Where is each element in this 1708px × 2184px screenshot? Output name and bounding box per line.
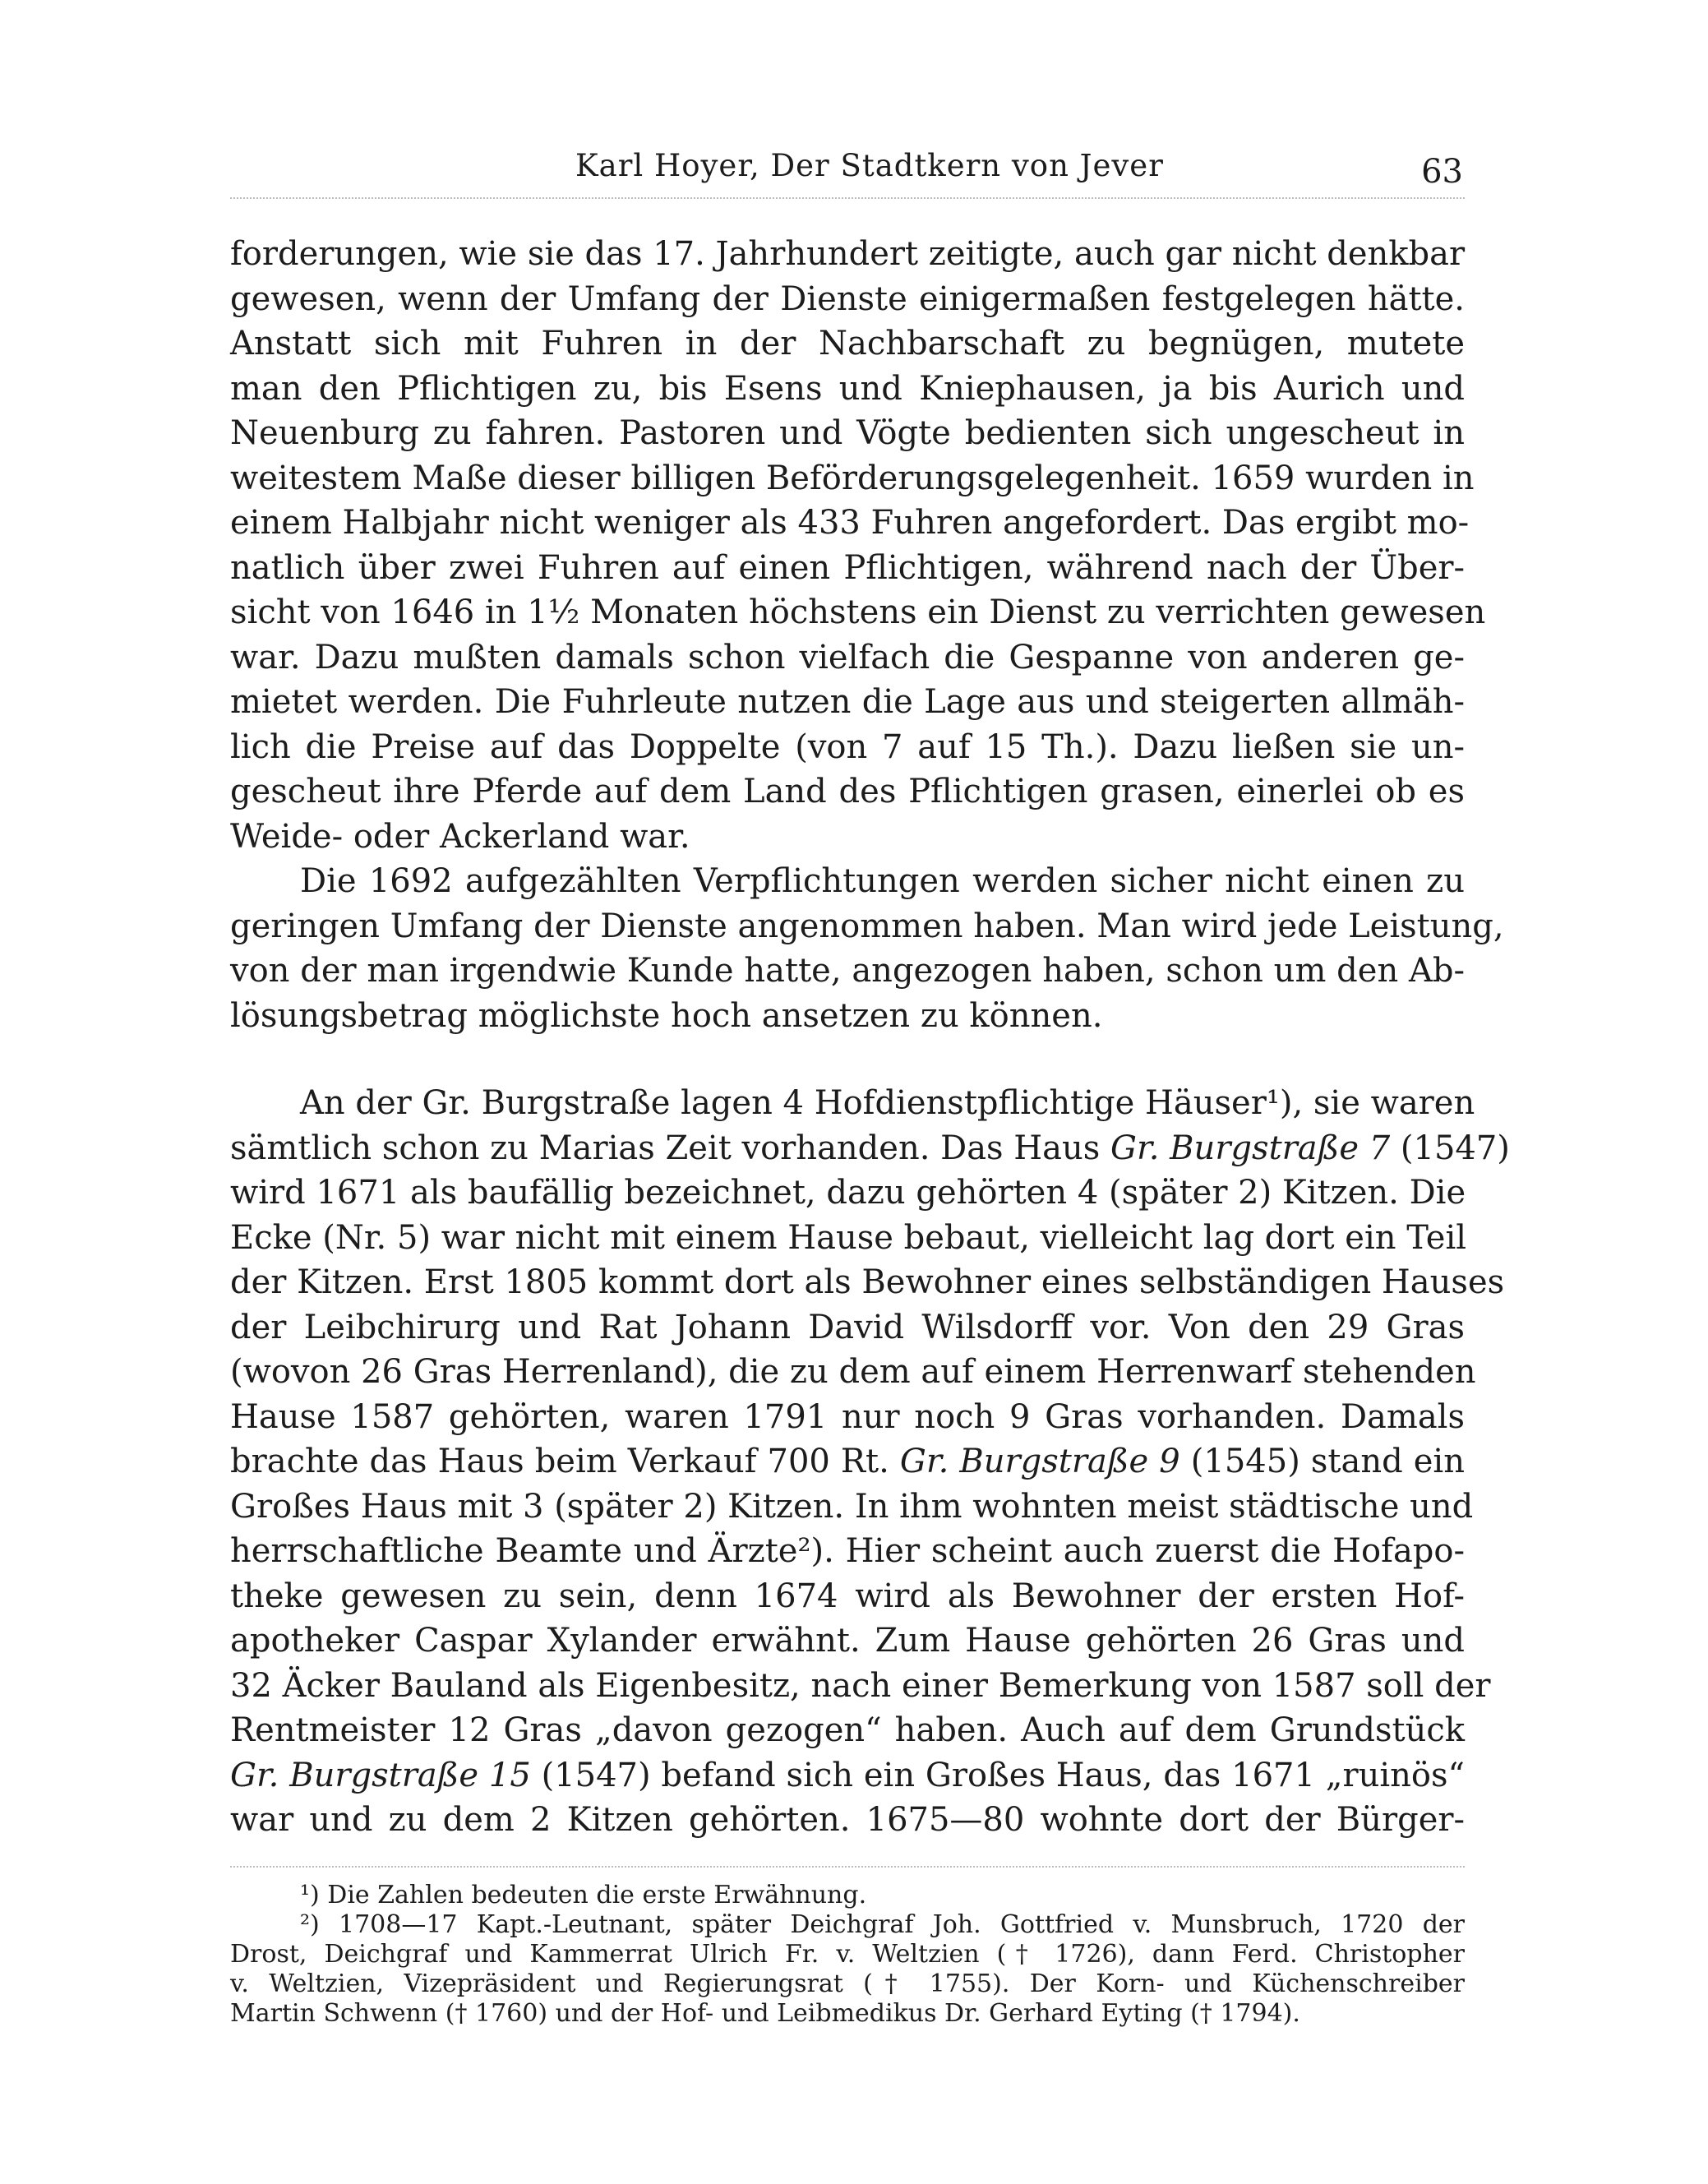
text-line: apotheker Caspar Xylander erwähnt. Zum Hause gehörten 26 Gras und bbox=[230, 1622, 1465, 1660]
text-line: weitestem Maße dieser billigen Beförderungsgelegenheit. 1659 wurden in bbox=[230, 459, 1475, 497]
text-line: Großes Haus mit 3 (später 2) Kitzen. In ihm wohnten meist städtische und bbox=[230, 1487, 1474, 1526]
text-line: forderungen, wie sie das 17. Jahrhundert zeitigte, auch gar nicht denkbar bbox=[230, 235, 1466, 273]
text-line: war. Dazu mußten damals schon vielfach die Gespanne von anderen ge- bbox=[230, 638, 1465, 676]
paragraph-2 bbox=[230, 859, 1504, 1038]
text-line: (wovon 26 Gras Herrenland), die zu dem auf einem Herrenwarf stehenden bbox=[230, 1353, 1476, 1391]
text-line: man den Pflichtigen zu, bis Esens und Kniephausen, ja bis Aurich und bbox=[230, 369, 1465, 408]
text-line: wird 1671 als baufällig bezeichnet, dazu gehörten 4 (später 2) Kitzen. Die bbox=[230, 1174, 1466, 1212]
italic-street-name: Gr. Burgstraße 15 bbox=[230, 1756, 531, 1794]
text-line: Weide- oder Ackerland war. bbox=[230, 817, 690, 856]
text-line: war und zu dem 2 Kitzen gehörten. 1675—80 wohnte dort der Bürger- bbox=[230, 1801, 1465, 1839]
footnote-line: Drost, Deichgraf und Kammerrat Ulrich Fr. v. Weltzien († 1726), dann Ferd. Christopher bbox=[230, 1940, 1465, 1969]
text-line: der Leibchirurg und Rat Johann David Wilsdorff vor. Von den 29 Gras bbox=[230, 1308, 1465, 1346]
text-line: Anstatt sich mit Fuhren in der Nachbarschaft zu begnügen, mutete bbox=[230, 325, 1465, 362]
italic-street-name: Gr. Burgstraße 7 bbox=[1110, 1129, 1391, 1167]
text-line: herrschaftliche Beamte und Ärzte²). Hier scheint auch zuerst die Hofapo- bbox=[230, 1532, 1465, 1570]
text-line: lich die Preise auf das Doppelte (von 7 auf 15 Th.). Dazu ließen sie un- bbox=[230, 727, 1465, 766]
text-line: Rentmeister 12 Gras „davon gezogen“ haben. Auch auf dem Grundstück bbox=[230, 1711, 1465, 1749]
text-line: brachte das Haus beim Verkauf 700 Rt. Gr. Burgstraße 9 (1545) stand ein bbox=[230, 1443, 1465, 1480]
header-rule bbox=[230, 197, 1465, 199]
text-line: theke gewesen zu sein, denn 1674 wird als Bewohner der ersten Hof- bbox=[230, 1577, 1465, 1615]
footnote-line: ¹) Die Zahlen bedeuten die erste Erwähnung. bbox=[300, 1881, 867, 1909]
footnote-rule bbox=[230, 1866, 1465, 1868]
text-line: 32 Äcker Bauland als Eigenbesitz, nach einer Bemerkung von 1587 soll der bbox=[230, 1666, 1491, 1705]
footnote-line: Martin Schwenn († 1760) und der Hof- und Leibmedikus Dr. Gerhard Eyting († 1794). bbox=[230, 1999, 1300, 2028]
text-line: natlich über zwei Fuhren auf einen Pflichtigen, während nach der Über- bbox=[230, 548, 1465, 587]
text-line: An der Gr. Burgstraße lagen 4 Hofdienstpflichtige Häuser¹), sie waren bbox=[300, 1084, 1475, 1122]
footnotes bbox=[230, 1881, 1465, 2029]
text-line: einem Halbjahr nicht weniger als 433 Fuhren angefordert. Das ergibt mo- bbox=[230, 504, 1470, 542]
footnote-line: ²) 1708—17 Kapt.-Leutnant, später Deichgraf Joh. Gottfried v. Munsbruch, 1720 der bbox=[300, 1910, 1465, 1939]
text-line: Die 1692 aufgezählten Verpflichtungen werden sicher nicht einen zu bbox=[300, 862, 1465, 900]
text-line: gewesen, wenn der Umfang der Dienste einigermaßen festgelegen hätte. bbox=[230, 279, 1465, 318]
footnote-line: v. Weltzien, Vizepräsident und Regierungsrat († 1755). Der Korn- und Küchenschreiber bbox=[230, 1969, 1465, 1998]
text-line: lösungsbetrag möglichste hoch ansetzen zu können. bbox=[230, 996, 1103, 1035]
paragraph-1 bbox=[230, 232, 1486, 859]
text-line: sämtlich schon zu Marias Zeit vorhanden. Das Haus Gr. Burgstraße 7 (1547) bbox=[230, 1129, 1510, 1167]
section-gap bbox=[230, 1038, 1465, 1081]
text-line: geringen Umfang der Dienste angenommen haben. Man wird jede Leistung, bbox=[230, 907, 1504, 945]
text-line: sicht von 1646 in 1½ Monaten höchstens ein Dienst zu verrichten gewesen bbox=[230, 593, 1486, 631]
page-number: 63 bbox=[1421, 153, 1463, 191]
italic-street-name: Gr. Burgstraße 9 bbox=[899, 1443, 1180, 1480]
text-line: Hause 1587 gehörten, waren 1791 nur noch 9 Gras vorhanden. Damals bbox=[230, 1397, 1465, 1436]
text-line: Gr. Burgstraße 15 (1547) befand sich ein Großes Haus, das 1671 „ruinös“ bbox=[230, 1756, 1465, 1794]
paragraph-3 bbox=[230, 1081, 1510, 1843]
body-text bbox=[230, 232, 1510, 1843]
text-line: der Kitzen. Erst 1805 kommt dort als Bewohner eines selbständigen Hauses bbox=[230, 1263, 1505, 1301]
text-line: gescheut ihre Pferde auf dem Land des Pflichtigen grasen, einerlei ob es bbox=[230, 773, 1465, 810]
running-header bbox=[230, 148, 1463, 191]
running-title: Karl Hoyer, Der Stadtkern von Jever bbox=[575, 148, 1164, 183]
text-line: Ecke (Nr. 5) war nicht mit einem Hause bebaut, vielleicht lag dort ein Teil bbox=[230, 1218, 1467, 1257]
text-line: von der man irgendwie Kunde hatte, angezogen haben, schon um den Ab- bbox=[230, 952, 1465, 990]
text-line: Neuenburg zu fahren. Pastoren und Vögte bedienten sich ungescheut in bbox=[230, 414, 1465, 452]
text-line: mietet werden. Die Fuhrleute nutzen die Lage aus und steigerten allmäh- bbox=[230, 683, 1465, 721]
